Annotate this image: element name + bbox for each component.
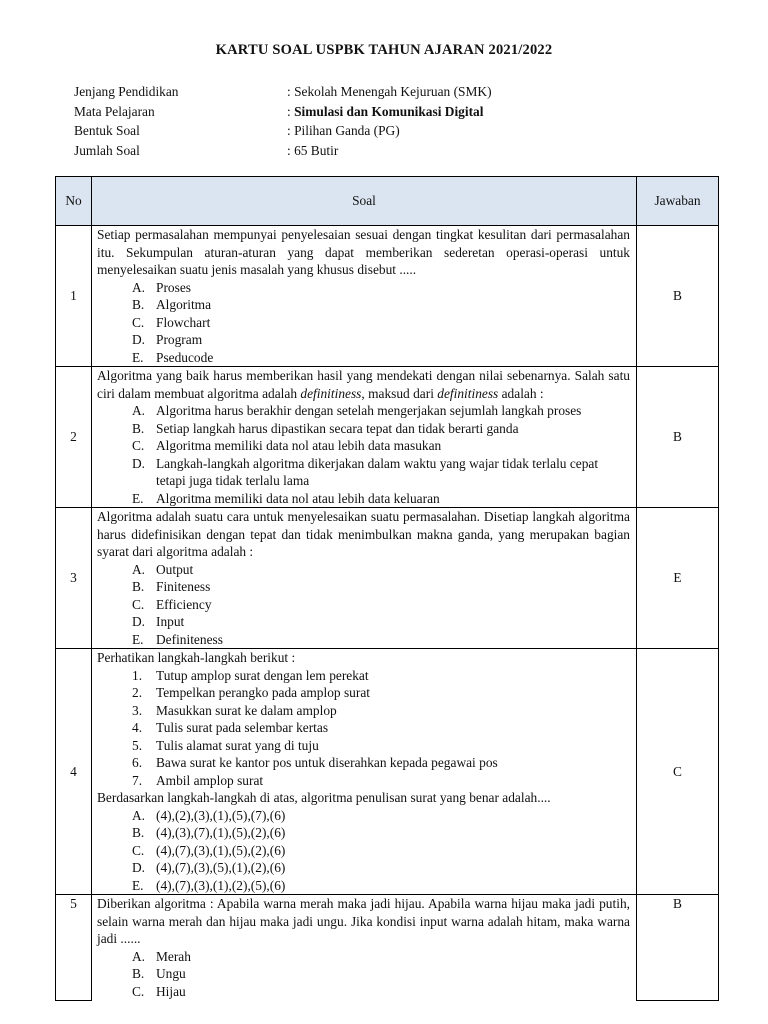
option-label: D. [132, 455, 146, 471]
option-text: Flowchart [156, 314, 211, 330]
option-label: C. [132, 438, 145, 453]
step-text: Tutup amplop surat dengan lem perekat [156, 667, 369, 683]
option-item [132, 807, 630, 825]
step-label: 1. [132, 667, 143, 683]
step-item [132, 667, 630, 685]
meta-row-bentuk [74, 121, 634, 141]
option-label: C. [132, 596, 145, 612]
meta-key: Mata Pelajaran [74, 103, 155, 119]
step-label: 3. [132, 702, 143, 718]
option-text: (4),(7),(3),(1),(2),(5),(6) [156, 877, 286, 893]
option-label: C. [132, 842, 145, 858]
answer-cell: E [637, 508, 719, 649]
step-text: Bawa surat ke kantor pos untuk diserahkan kepada pegawai pos [156, 755, 498, 770]
option-label: D. [132, 614, 146, 629]
option-item [132, 596, 630, 614]
option-label: B. [132, 825, 145, 840]
meta-value: : Sekolah Menengah Kejuruan (SMK) [287, 84, 492, 99]
option-item [132, 279, 630, 297]
option-text: Proses [156, 279, 191, 295]
meta-info [74, 82, 634, 160]
meta-row-jumlah [74, 141, 634, 161]
question-text-part: adalah : [498, 385, 544, 401]
step-label: 7. [132, 772, 143, 788]
option-label: B. [132, 297, 145, 312]
step-text: Tempelkan perangko pada amplop surat [156, 685, 370, 700]
option-label: A. [132, 948, 146, 964]
option-item [132, 349, 630, 367]
table-row [56, 508, 719, 649]
option-text: (4),(3),(7),(1),(5),(2),(6) [156, 825, 286, 840]
question-text-part: , maksud dari [361, 385, 438, 401]
question-term: definitiness [300, 385, 362, 401]
option-item [132, 613, 630, 631]
meta-value: : Pilihan Ganda (PG) [287, 123, 400, 138]
option-list [97, 279, 630, 367]
question-text: Setiap permasalahan mempunyai penyelesaian sesuai dengan tingkat kesulitan dari permasalahan itu. Sekumpulan aturan-aturan yang dapat memberikan sederetan operasi-operasi untuk menyelesaikan suatu jenis masalah yang khusus disebut ..... [97, 227, 630, 277]
table-row [56, 367, 719, 508]
option-item [132, 965, 630, 983]
option-text: Pseducode [156, 349, 214, 365]
question-cell [92, 649, 637, 895]
option-text: Langkah-langkah algoritma dikerjakan dalam waktu yang wajar tidak terlalu cepat tetapi juga tidak terlalu lama [156, 455, 599, 488]
answer-cell: B [637, 226, 719, 367]
option-item [132, 824, 630, 842]
option-label: E. [132, 631, 144, 647]
option-item [132, 420, 630, 438]
option-text: Algoritma [156, 297, 212, 312]
question-term: definitiness [437, 385, 499, 401]
step-label: 4. [132, 720, 143, 735]
header-soal: Soal [92, 177, 637, 226]
option-text: Program [156, 332, 203, 347]
question-text: Perhatikan langkah-langkah berikut : [97, 650, 296, 665]
header-no: No [56, 177, 92, 226]
option-text: Setiap langkah harus dipastikan secara tepat dan tidak berarti ganda [156, 420, 519, 436]
question-text [97, 367, 630, 402]
question-text-2: Berdasarkan langkah-langkah di atas, algoritma penulisan surat yang benar adalah.... [97, 790, 551, 805]
option-list [97, 402, 630, 507]
question-number: 5 [56, 895, 92, 1001]
option-item [132, 631, 630, 649]
answer-cell: C [637, 649, 719, 895]
step-item [132, 702, 630, 720]
page-title: KARTU SOAL USPBK TAHUN AJARAN 2021/2022 [215, 42, 553, 58]
option-label: A. [132, 279, 146, 295]
option-text: (4),(7),(3),(1),(5),(2),(6) [156, 842, 286, 858]
option-text: Algoritma memiliki data nol atau lebih data masukan [156, 438, 442, 453]
option-item [132, 561, 630, 579]
meta-colon: : [287, 103, 295, 119]
step-item [132, 772, 630, 790]
option-item [132, 490, 630, 508]
question-number: 4 [56, 649, 92, 895]
answer-cell: B [637, 895, 719, 1001]
step-item [132, 719, 630, 737]
option-item [132, 983, 630, 1001]
option-item [132, 578, 630, 596]
option-item [132, 842, 630, 860]
meta-key: Jumlah Soal [74, 142, 140, 158]
option-label: A. [132, 403, 146, 418]
option-label: A. [132, 561, 146, 577]
question-text: Diberikan algoritma : Apabila warna merah maka jadi hijau. Apabila warna hijau maka jadi putih, selain warna merah dan hijau maka jadi ungu. Jika kondisi input warna adalah hitam, maka warna jadi ...... [97, 896, 630, 946]
meta-value [287, 102, 483, 122]
step-list [97, 667, 630, 790]
table-row [56, 895, 719, 1001]
option-item [132, 455, 630, 490]
option-text: Finiteness [156, 579, 211, 594]
step-label: 2. [132, 685, 143, 700]
option-item [132, 331, 630, 349]
option-label: A. [132, 807, 146, 823]
step-label: 6. [132, 755, 143, 770]
question-table [55, 176, 719, 1001]
step-item [132, 737, 630, 755]
option-label: D. [132, 860, 146, 875]
meta-row-mapel [74, 102, 634, 122]
option-item [132, 296, 630, 314]
step-item [132, 754, 630, 772]
question-cell [92, 226, 637, 367]
question-number: 1 [56, 226, 92, 367]
question-cell [92, 508, 637, 649]
option-label: B. [132, 420, 145, 436]
option-item [132, 437, 630, 455]
question-number: 3 [56, 508, 92, 649]
step-text: Ambil amplop surat [156, 772, 264, 788]
option-item [132, 314, 630, 332]
step-item [132, 684, 630, 702]
table-header [56, 177, 719, 226]
option-label: E. [132, 877, 144, 893]
step-text: Tulis surat pada selembar kertas [156, 720, 329, 735]
option-text: Input [156, 614, 185, 629]
option-text: Definiteness [156, 631, 223, 647]
option-text: Algoritma harus berakhir dengan setelah mengerjakan sejumlah langkah proses [156, 403, 582, 418]
option-label: C. [132, 314, 145, 330]
option-list [97, 948, 630, 1001]
option-text: Ungu [156, 966, 186, 981]
meta-key: Jenjang Pendidikan [74, 84, 179, 99]
option-text: (4),(2),(3),(1),(5),(7),(6) [156, 807, 286, 823]
option-text: Efficiency [156, 596, 212, 612]
option-text: Algoritma memiliki data nol atau lebih data keluaran [156, 490, 440, 506]
meta-row-jenjang [74, 82, 634, 102]
option-list [97, 807, 630, 895]
header-jawaban: Jawaban [637, 177, 719, 226]
question-text: Algoritma adalah suatu cara untuk menyelesaikan suatu permasalahan. Disetiap langkah algoritma harus didefinisikan dengan tepat dan tidak menimbulkan makna ganda, yang merupakan bagian syarat dari algoritma adalah : [97, 509, 630, 559]
step-text: Masukkan surat ke dalam amplop [156, 702, 337, 718]
option-text: (4),(7),(3),(5),(1),(2),(6) [156, 860, 286, 875]
option-item [132, 948, 630, 966]
step-label: 5. [132, 737, 143, 753]
step-text: Tulis alamat surat yang di tuju [156, 737, 319, 753]
option-label: B. [132, 579, 145, 594]
option-item [132, 859, 630, 877]
option-label: C. [132, 983, 145, 999]
option-label: B. [132, 966, 145, 981]
option-text: Merah [156, 948, 191, 964]
meta-value: : 65 Butir [287, 142, 339, 158]
meta-value-bold: Simulasi dan Komunikasi Digital [294, 103, 484, 119]
answer-cell: B [637, 367, 719, 508]
table-row [56, 649, 719, 895]
option-text: Hijau [156, 983, 186, 999]
option-list [97, 561, 630, 649]
option-item [132, 877, 630, 895]
option-label: E. [132, 490, 144, 506]
option-text: Output [156, 561, 194, 577]
option-item [132, 402, 630, 420]
option-label: D. [132, 332, 146, 347]
question-cell [92, 895, 637, 1001]
question-number: 2 [56, 367, 92, 508]
meta-key: Bentuk Soal [74, 123, 140, 138]
option-label: E. [132, 349, 144, 365]
question-cell [92, 367, 637, 508]
question-text-part: Algoritma yang baik harus memberikan hasil yang mendekati dengan nilai sebenarnya. Salah satu ciri dalam membuat algoritma adalah [97, 368, 630, 401]
table-row [56, 226, 719, 367]
